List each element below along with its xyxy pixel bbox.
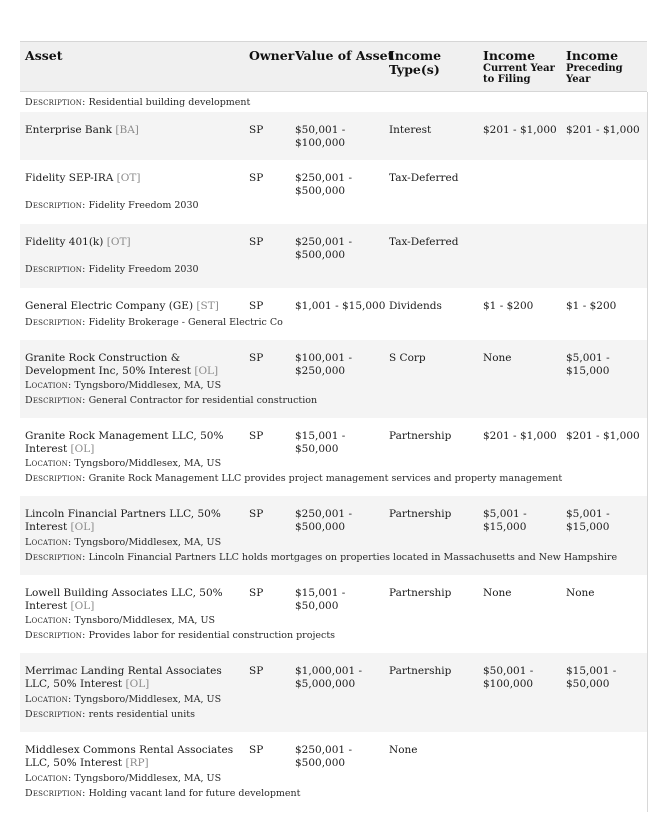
income-current-cell: $1 - $200: [483, 300, 534, 312]
income-preceding-cell: $5,001 - $15,000: [566, 352, 610, 377]
carryover-row: [20, 92, 647, 112]
asset-type-code: [OT]: [106, 236, 131, 248]
asset-type-code: [RP]: [125, 757, 149, 769]
value-cell: $50,001 - $100,000: [295, 124, 346, 149]
value-cell: $100,001 - $250,000: [295, 352, 352, 377]
asset-name: [25, 587, 243, 613]
owner-cell: SP: [249, 430, 264, 442]
table-row: [20, 575, 647, 653]
asset-type-code: [OL]: [70, 600, 95, 612]
asset-location: Location: Tyngsboro/Middlesex, MA, US: [25, 380, 222, 391]
asset-description: Description: Holding vacant land for future development: [25, 788, 301, 799]
value-cell: $15,001 - $50,000: [295, 587, 346, 612]
assets-table: [20, 41, 647, 812]
table-row: [20, 732, 647, 812]
owner-cell: SP: [249, 587, 264, 599]
value-cell: $250,001 - $500,000: [295, 172, 352, 197]
asset-name: [25, 124, 243, 137]
income-preceding-cell: None: [566, 587, 595, 599]
table-row: [20, 160, 647, 224]
asset-label: Fidelity 401(k): [25, 236, 104, 248]
asset-label: Granite Rock Construction & Development Inc, 50% Interest: [25, 352, 191, 377]
owner-cell: SP: [249, 665, 264, 677]
table-row: [20, 224, 647, 288]
header-income-preceding: Income: [566, 48, 619, 63]
asset-description: Description: rents residential units: [25, 709, 196, 720]
table-row: [20, 653, 647, 732]
value-cell: $250,001 - $500,000: [295, 236, 352, 261]
income-type-cell: Partnership: [389, 665, 452, 677]
owner-cell: SP: [249, 508, 264, 520]
asset-label: Enterprise Bank: [25, 124, 113, 136]
income-preceding-cell: $15,001 - $50,000: [566, 665, 617, 690]
value-cell: $15,001 - $50,000: [295, 430, 346, 455]
asset-location: Location: Tyngsboro/Middlesex, MA, US: [25, 537, 222, 548]
asset-name: [25, 665, 243, 691]
header-asset: Asset: [25, 48, 63, 63]
value-cell: $250,001 - $500,000: [295, 508, 352, 533]
asset-description: Description: Granite Rock Management LLC provides project management services and property management: [25, 473, 563, 484]
income-current-cell: None: [483, 352, 512, 364]
header-income-preceding-sub: Preceding Year: [566, 63, 623, 85]
asset-description: Description: Fidelity Freedom 2030: [25, 200, 199, 211]
income-preceding-cell: $201 - $1,000: [566, 124, 640, 136]
income-type-cell: Tax-Deferred: [389, 236, 459, 248]
asset-type-code: [OL]: [70, 521, 95, 533]
asset-name: [25, 172, 243, 185]
table-row: [20, 418, 647, 496]
header-income-current: Income: [483, 48, 536, 63]
asset-type-code: [ST]: [196, 300, 219, 312]
asset-location: Location: Tyngsboro/Middlesex, MA, US: [25, 458, 222, 469]
income-current-cell: $201 - $1,000: [483, 430, 557, 442]
asset-description: Description: Fidelity Freedom 2030: [25, 264, 199, 275]
asset-label: Merrimac Landing Rental Associates LLC, 50% Interest: [25, 665, 222, 690]
income-type-cell: Interest: [389, 124, 432, 136]
table-row: [20, 288, 647, 340]
asset-description: Description: Fidelity Brokerage - General Electric Co: [25, 317, 283, 328]
header-owner: Owner: [249, 48, 295, 63]
header-income-type: Income Type(s): [389, 48, 442, 77]
asset-label: General Electric Company (GE): [25, 300, 194, 312]
income-type-cell: Dividends: [389, 300, 442, 312]
table-row: [20, 340, 647, 418]
header-value: Value of Asset: [295, 48, 394, 63]
asset-description: Description: General Contractor for residential construction: [25, 395, 318, 406]
income-current-cell: $5,001 - $15,000: [483, 508, 527, 533]
asset-location: Location: Tyngsboro/Middlesex, MA, US: [25, 694, 222, 705]
asset-type-code: [OL]: [194, 365, 219, 377]
asset-type-code: [OT]: [116, 172, 141, 184]
income-type-cell: Partnership: [389, 508, 452, 520]
income-current-cell: $50,001 - $100,000: [483, 665, 534, 690]
asset-name: [25, 430, 243, 456]
table-row: [20, 496, 647, 575]
asset-location: Location: Tynsboro/Middlesex, MA, US: [25, 615, 215, 626]
asset-type-code: [OL]: [125, 678, 150, 690]
value-cell: $1,000,001 - $5,000,000: [295, 665, 363, 690]
income-type-cell: Partnership: [389, 587, 452, 599]
income-preceding-cell: $1 - $200: [566, 300, 617, 312]
asset-name: [25, 236, 243, 249]
header-income-current-sub: Current Year to Filing: [483, 63, 555, 85]
owner-cell: SP: [249, 744, 264, 756]
income-preceding-cell: $201 - $1,000: [566, 430, 640, 442]
asset-label: Lincoln Financial Partners LLC, 50% Interest: [25, 508, 221, 533]
asset-name: [25, 744, 243, 770]
asset-label: Granite Rock Management LLC, 50% Interest: [25, 430, 224, 455]
income-type-cell: Partnership: [389, 430, 452, 442]
owner-cell: SP: [249, 172, 264, 184]
income-type-cell: S Corp: [389, 352, 426, 364]
value-cell: $250,001 - $500,000: [295, 744, 352, 769]
table-row: [20, 112, 647, 160]
asset-name: [25, 300, 243, 313]
asset-label: Fidelity SEP-IRA: [25, 172, 114, 184]
carryover-description: Description: Residential building development: [25, 97, 251, 108]
asset-label: Middlesex Commons Rental Associates LLC, 50% Interest: [25, 744, 234, 769]
owner-cell: SP: [249, 236, 264, 248]
income-type-cell: Tax-Deferred: [389, 172, 459, 184]
asset-location: Location: Tyngsboro/Middlesex, MA, US: [25, 773, 222, 784]
income-current-cell: $201 - $1,000: [483, 124, 557, 136]
owner-cell: SP: [249, 352, 264, 364]
asset-type-code: [OL]: [70, 443, 95, 455]
table-header: [20, 41, 647, 92]
owner-cell: SP: [249, 124, 264, 136]
asset-description: Description: Provides labor for residential construction projects: [25, 630, 336, 641]
owner-cell: SP: [249, 300, 264, 312]
asset-name: [25, 508, 243, 534]
asset-type-code: [BA]: [115, 124, 139, 136]
asset-label: Lowell Building Associates LLC, 50% Interest: [25, 587, 223, 612]
asset-description: Description: Lincoln Financial Partners LLC holds mortgages on properties located in Massachusetts and New Hampshire: [25, 552, 618, 563]
value-cell: $1,001 - $15,000: [295, 300, 386, 312]
asset-name: [25, 352, 243, 378]
income-preceding-cell: $5,001 - $15,000: [566, 508, 610, 533]
income-type-cell: None: [389, 744, 418, 756]
income-current-cell: None: [483, 587, 512, 599]
